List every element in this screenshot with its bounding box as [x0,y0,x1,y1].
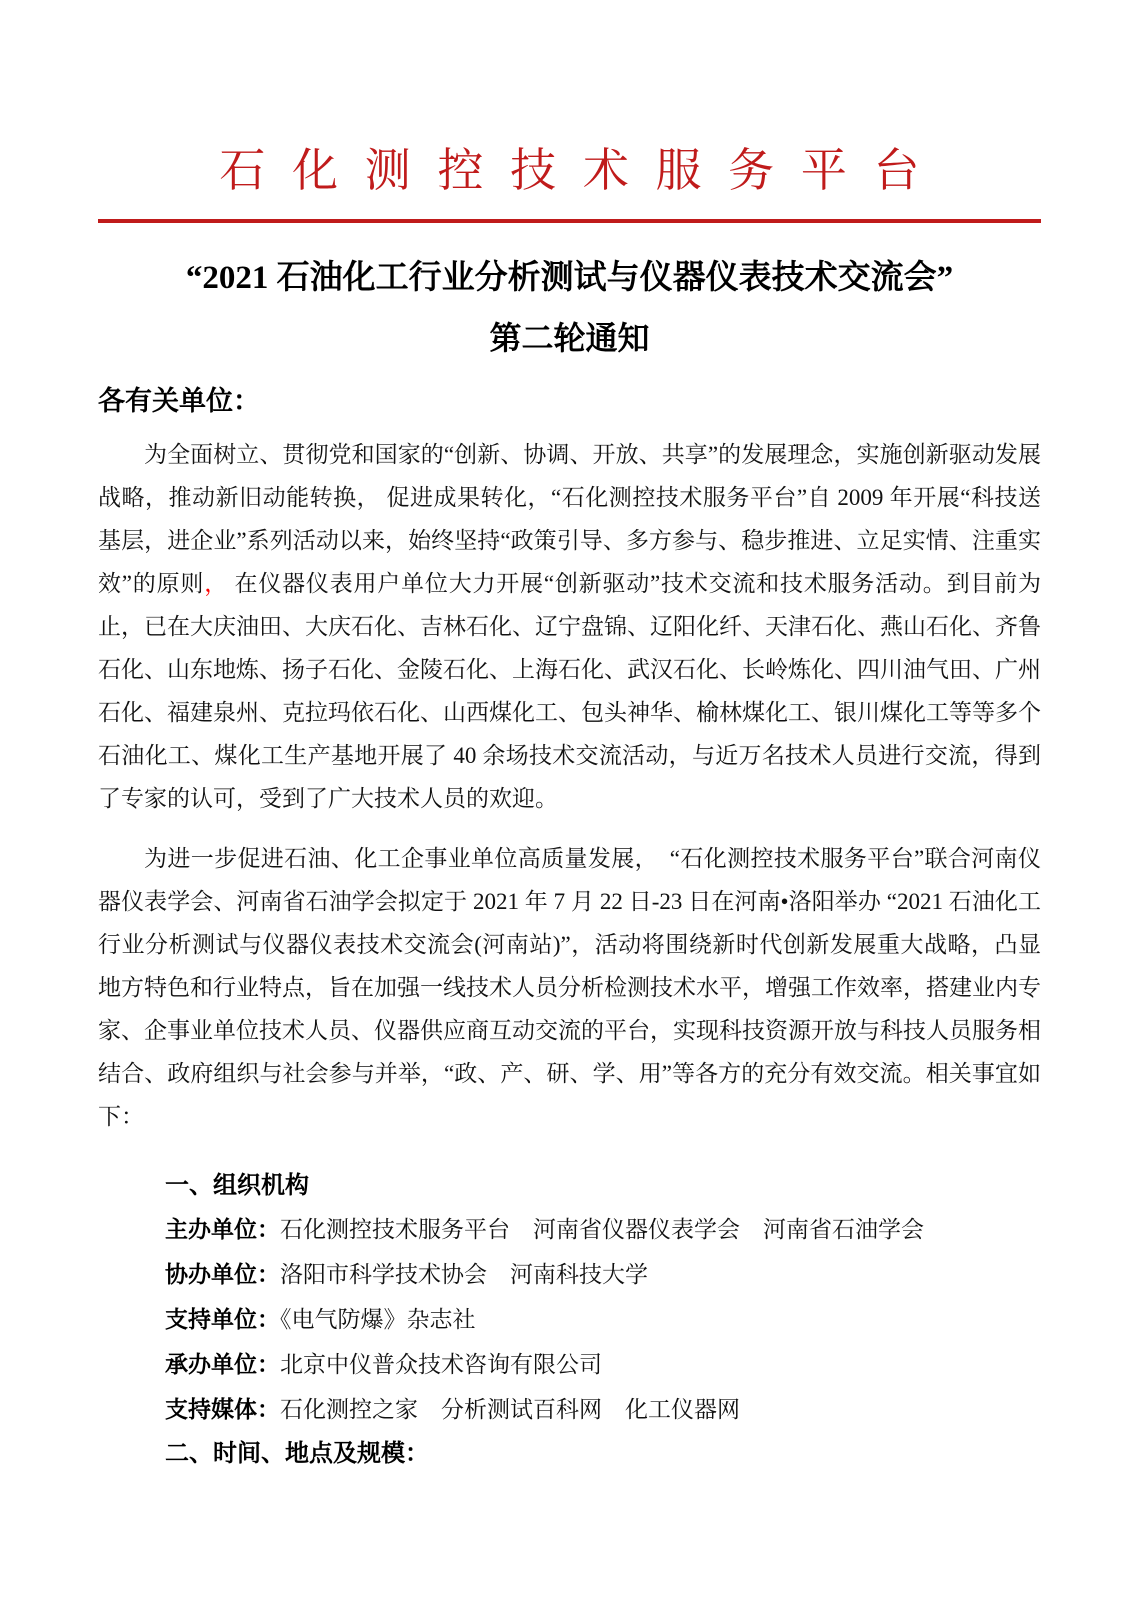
org-value-supporting-media: 石化测控之家 分析测试百科网 化工仪器网 [280,1397,740,1422]
org-item-supporting-unit [165,1297,1041,1342]
org-value-supporting-unit: 《电气防爆》杂志社 [280,1307,476,1332]
org-item-undertaker [165,1342,1041,1387]
masthead-rule-divider [98,219,1041,223]
section-heading-time-place-scale: 二、时间、地点及规模： [165,1440,429,1467]
org-label-coorganizer: 协办单位： [165,1261,280,1287]
doc-title-line1: “2021 石油化工行业分析测试与仪器仪表技术交流会” [185,260,954,296]
organization-list [165,1207,1041,1432]
org-label-host: 主办单位： [165,1216,280,1242]
body-paragraph-2: 为进一步促进石油、化工企事业单位高质量发展， “石化测控技术服务平台”联合河南仪器仪表学会、河南省石油学会拟定于 2021 年 7 月 22 日-23 日在河南•洛阳举办 “2021 石油化工行业分析测试与仪器仪表技术交流会(河南站)”，活动将围绕新时代创新发展重大战略，凸显地方特色和行业特点，旨在加强一线技术人员分析检测技术水平，增强工作效率，搭建业内专家、企事业单位技术人员、仪器供应商互动交流的平台，实现科技资源开放与科技人员服务相结合、政府组织与社会参与并举，“政、产、研、学、用”等各方的充分有效交流。相关事宜如下： [98,846,1041,1129]
salutation: 各有关单位： [98,386,260,416]
org-label-supporting-unit: 支持单位： [165,1306,280,1332]
org-label-supporting-media: 支持媒体： [165,1396,280,1422]
org-item-coorganizer [165,1252,1041,1297]
section-heading-organization: 一、组织机构 [165,1172,309,1199]
org-value-host: 石化测控技术服务平台 河南省仪器仪表学会 河南省石油学会 [280,1217,924,1242]
masthead-title: 石化测控技术服务平台 [219,145,947,196]
org-value-coorganizer: 洛阳市科学技术协会 河南科技大学 [280,1262,648,1287]
org-label-undertaker: 承办单位： [165,1351,280,1377]
red-comma: ， [204,571,228,596]
paragraph-1-text-after-red-comma: 在仪器仪表用户单位大力开展“创新驱动”技术交流和技术服务活动。到目前为止，已在大庆油田、大庆石化、吉林石化、辽宁盘锦、辽阳化纤、天津石化、燕山石化、齐鲁石化、山东地炼、扬子石化、金陵石化、上海石化、武汉石化、长岭炼化、四川油气田、广州石化、福建泉州、克拉玛依石化、山西煤化工、包头神华、榆林煤化工、银川煤化工等等多个石油化工、煤化工生产基地开展了 40 余场技术交流活动，与近万名技术人员进行交流，得到了专家的认可，受到了广大技术人员的欢迎。 [98,571,1041,811]
body-paragraph-1 [98,433,1041,820]
org-item-host [165,1207,1041,1252]
org-item-supporting-media [165,1387,1041,1432]
org-value-undertaker: 北京中仪普众技术咨询有限公司 [280,1352,602,1377]
doc-title-line2: 第二轮通知 [489,320,650,356]
paragraph-1-text-before-red-comma: 为全面树立、贯彻党和国家的“创新、协调、开放、共享”的发展理念，实施创新驱动发展战略，推动新旧动能转换， 促进成果转化，“石化测控技术服务平台”自 2009 年开展“科技送基层，进企业”系列活动以来，始终坚持“政策引导、多方参与、稳步推进、立足实情、注重实效”的原则 [98,442,1041,596]
